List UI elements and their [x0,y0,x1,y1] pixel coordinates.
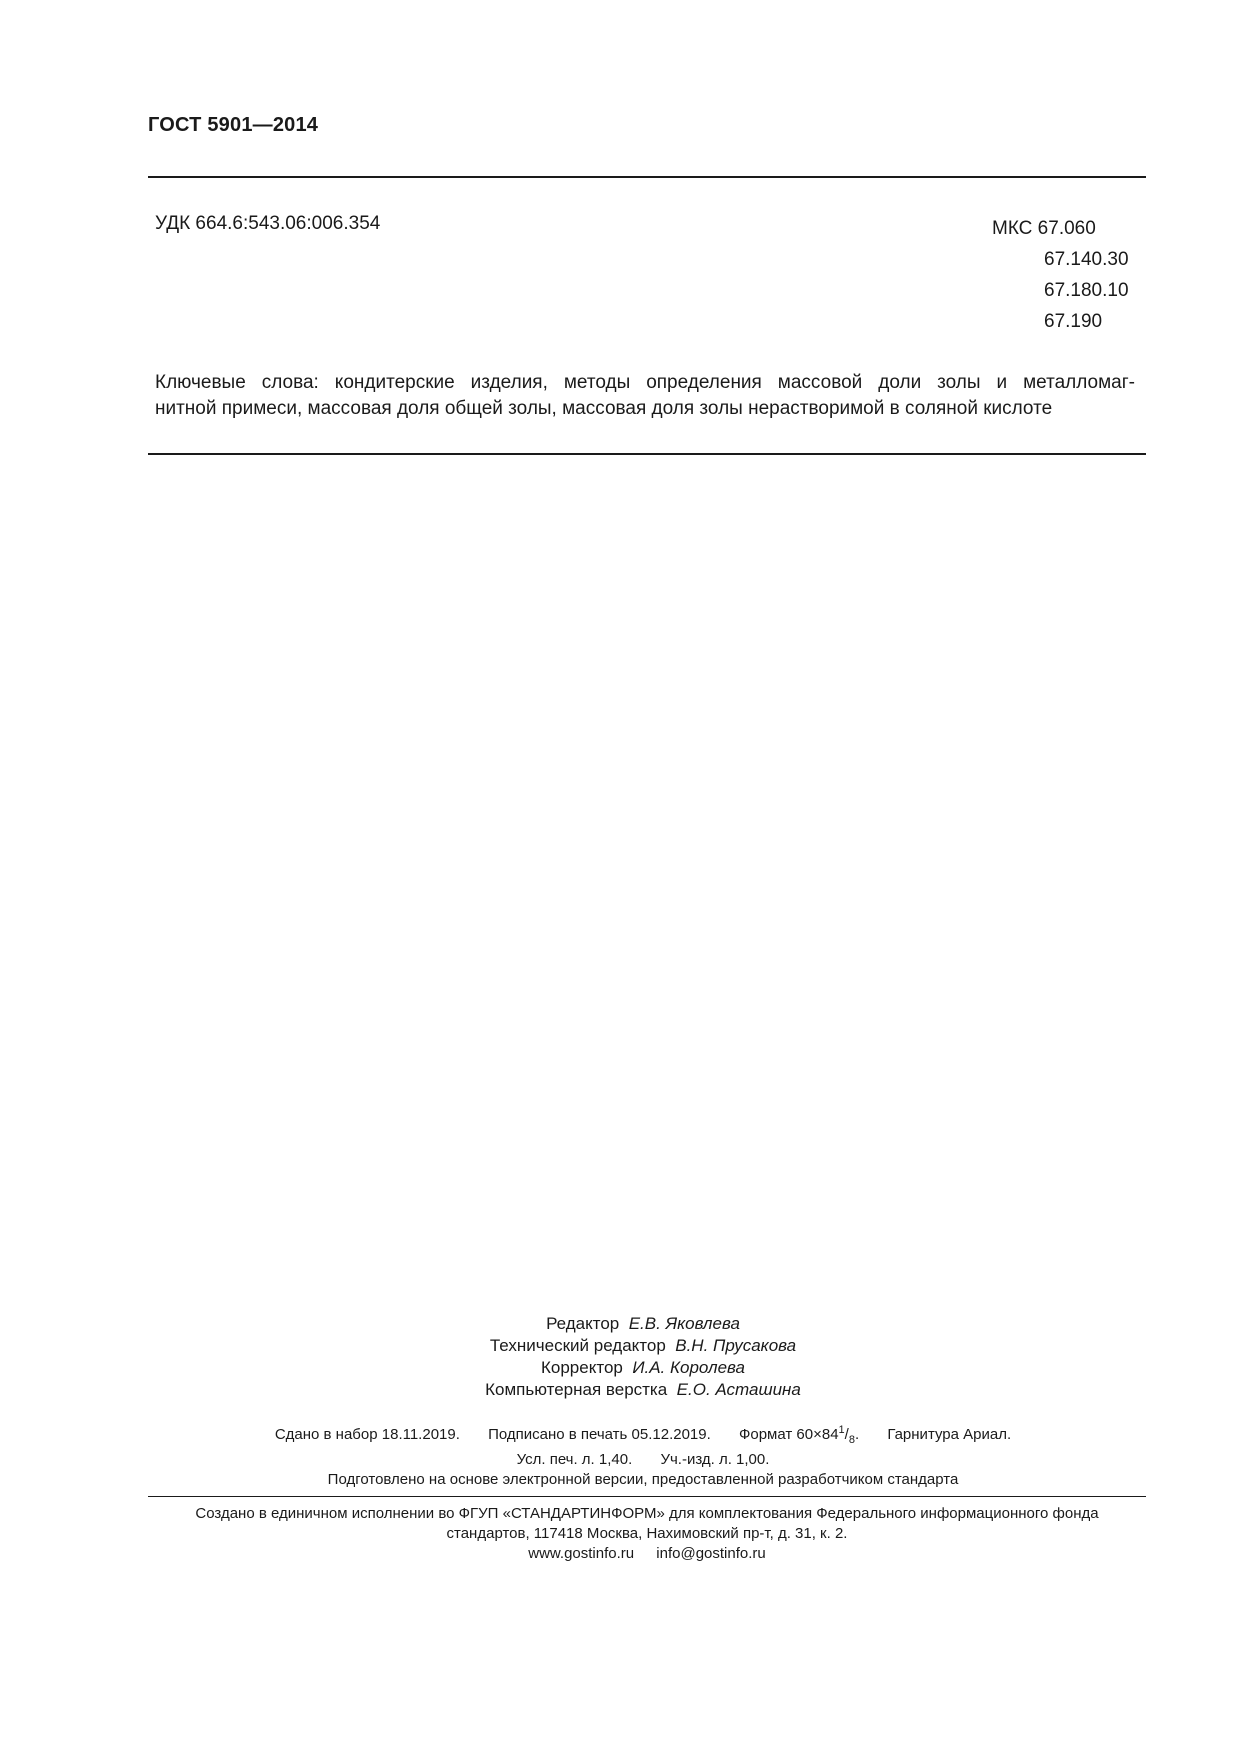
print-imprint [148,1420,1138,1490]
publisher-footer [148,1504,1146,1564]
footer-contacts [148,1544,1146,1564]
footer-divider [148,1496,1146,1497]
footer-line-2: стандартов, 117418 Москва, Нахимовский пр-т, д. 31, к. 2. [446,1525,848,1542]
document-header-title: ГОСТ 5901—2014 [148,114,319,136]
credit-layout [148,1379,1138,1401]
credit-role: Технический редактор [489,1336,666,1355]
imprint-prepared: Подготовлено на основе электронной версии, предоставленной разработчиком стандарта [327,1471,959,1488]
imprint-format: Формат $60\times 84^1/_8$. [738,1424,860,1446]
imprint-typeface: Гарнитура Ариал. [887,1426,1012,1443]
footer-line-1: Создано в единичном исполнении во ФГУП «СТАНДАРТИНФОРМ» для комплектования Федерального информационного фонда [195,1505,1099,1522]
editorial-credits [148,1313,1138,1401]
imprint-line-2 [148,1450,1138,1470]
credit-role: Корректор [541,1358,623,1377]
imprint-line-1 [148,1420,1138,1450]
imprint-signed: Подписано в печать 05.12.2019. [488,1426,711,1443]
credit-proofreader [148,1357,1138,1379]
footer-email: info@gostinfo.ru [656,1545,766,1562]
credit-name: И.А. Королева [632,1358,745,1377]
top-divider [148,176,1146,178]
imprint-print-sheets: Усл. печ. л. 1,40. [516,1451,633,1468]
credit-name: В.Н. Прусакова [675,1336,797,1355]
mks-label: МКС 67.060 [992,218,1096,239]
keywords-line: Ключевые слова: кондитерские изделия, методы определения массовой доли золы и металломаг- [155,372,1135,393]
credit-role: Редактор [546,1314,620,1333]
keywords-paragraph [155,370,1135,422]
credit-name: Е.В. Яковлева [628,1314,740,1333]
mks-code: 67.180.10 [1044,280,1129,301]
keywords-divider [148,453,1146,455]
keywords-line: нитной примеси, массовая доля общей золы, массовая доля золы нерастворимой в соляной кислоте [155,398,1053,419]
imprint-pub-sheets: Уч.-изд. л. 1,00. [660,1451,770,1468]
footer-website: www.gostinfo.ru [528,1545,635,1562]
mks-code: 67.190 [1044,311,1103,332]
udk-code: УДК 664.6:543.06:006.354 [155,213,381,234]
credit-editor [148,1313,1138,1335]
imprint-sent: Сдано в набор 18.11.2019. [274,1426,460,1443]
credit-tech-editor [148,1335,1138,1357]
mks-code: 67.140.30 [1044,249,1129,270]
credit-role: Компьютерная верстка [485,1380,668,1399]
mks-codes [992,213,1129,337]
credit-name: Е.О. Асташина [676,1380,801,1399]
